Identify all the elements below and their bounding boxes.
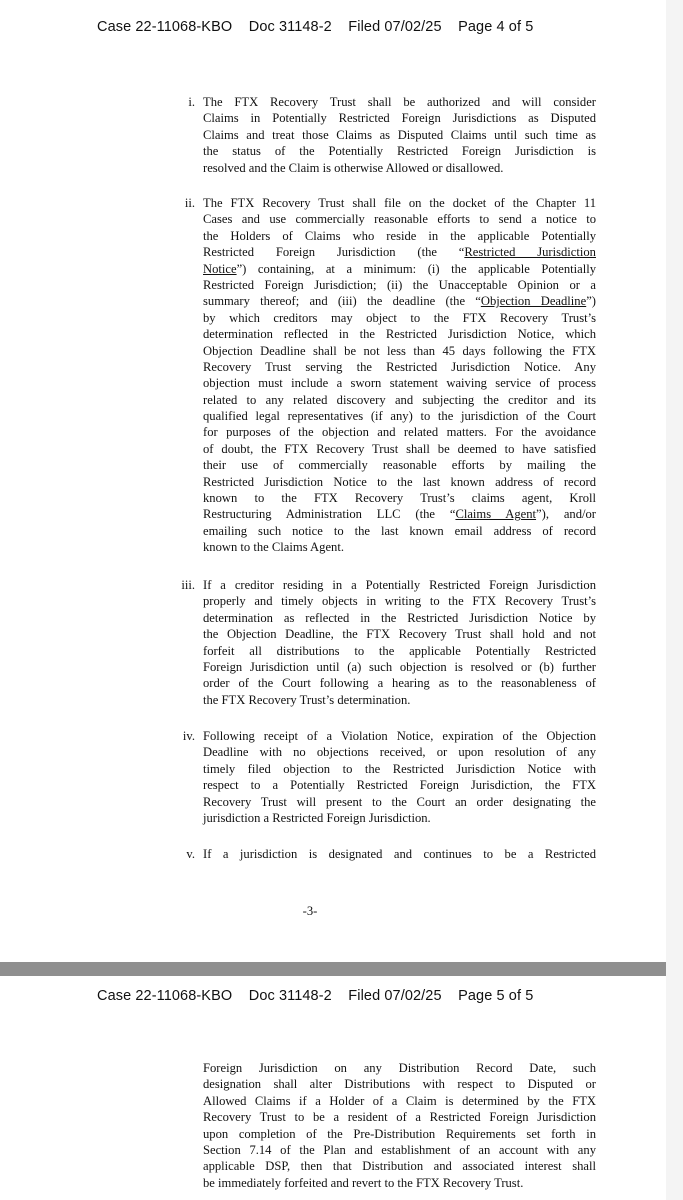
page-divider: [0, 962, 666, 976]
text-line: Foreign Jurisdiction until (a) such objection is resolved or (b) further: [203, 659, 596, 674]
text-line: forfeit all distributions to the applicable Potentially Restricted: [203, 643, 596, 658]
text-line: The FTX Recovery Trust shall file on the docket of the Chapter 11: [203, 196, 596, 210]
list-marker: v.: [186, 847, 195, 861]
text-line: upon completion of the Pre-Distribution Requirements set forth in: [203, 1126, 596, 1141]
text-run: Restructuring Administration LLC (the “: [203, 507, 456, 522]
text-line: objection must include a sworn statement waiving service of process: [203, 376, 596, 391]
text-line: respect to a Potentially Restricted Foreign Jurisdiction, the FTX: [203, 778, 596, 793]
text-line: the Holders of Claims who reside in the applicable Potentially: [203, 228, 596, 243]
text-run: summary thereof; and (iii) the deadline (the “: [203, 294, 481, 309]
text-line: Claims and treat those Claims as Disputed Claims until such time as: [203, 127, 596, 142]
text-line: their use of commercially reasonable efforts by mailing the: [203, 458, 596, 473]
text-line: Objection Deadline shall be not less than 45 days following the FTX: [203, 343, 596, 358]
list-marker: iv.: [182, 729, 195, 743]
text-line: the status of the Potentially Restricted Foreign Jurisdiction is: [203, 144, 596, 159]
text-line: resolved and the Claim is otherwise Allowed or disallowed.: [203, 160, 504, 175]
text-line: Recovery Trust to be a resident of a Restricted Foreign Jurisdiction: [203, 1110, 596, 1125]
list-marker: iii.: [181, 578, 195, 592]
text-line: for purposes of the objection and related matters. For the avoidance: [203, 425, 596, 440]
text-line: [203, 506, 596, 522]
text-line: Recovery Trust serving the Restricted Jurisdiction Notice. Any: [203, 359, 596, 374]
list-item-iii: [181, 577, 596, 708]
text-line: Recovery Trust will present to the Court an order designating the: [203, 794, 596, 809]
text-line: Cases and use commercially reasonable efforts to send a notice to: [203, 212, 596, 227]
text-line: known to the Claims Agent.: [203, 540, 344, 555]
text-run: ”): [586, 294, 596, 309]
list-item-ii: [184, 195, 596, 556]
text-line: Restricted Jurisdiction Notice to the last known address of record: [203, 474, 596, 489]
list-marker: i.: [188, 95, 195, 109]
list-marker: ii.: [184, 196, 195, 210]
document-page-5: [0, 976, 666, 1200]
text-line: [203, 261, 596, 277]
vertical-scrollbar[interactable]: [665, 0, 683, 1200]
text-line: [203, 293, 596, 309]
text-line: Foreign Jurisdiction on any Distribution Record Date, such: [203, 1061, 596, 1075]
defined-term-claims-agent: Claims Agent: [455, 507, 537, 522]
text-run: Restricted Foreign Jurisdiction (the “: [203, 245, 465, 260]
text-line: of doubt, the FTX Recovery Trust shall be deemed to have satisfied: [203, 441, 596, 456]
text-run: ”), and/or: [536, 507, 596, 522]
list-item-iv: [182, 728, 596, 826]
text-line: Deadline with no objections received, or upon resolution of any: [203, 745, 596, 760]
text-line: Allowed Claims if a Holder of a Claim is determined by the FTX: [203, 1093, 596, 1108]
list-item-i: [188, 94, 596, 176]
text-run: ”) containing, at a minimum: (i) the applicable Potentially: [236, 261, 596, 276]
text-line: The FTX Recovery Trust shall be authorized and will consider: [203, 95, 596, 109]
defined-term-objection-deadline: Objection Deadline: [480, 294, 587, 309]
text-line: determination as reflected in the Restricted Jurisdiction Notice by: [203, 610, 596, 625]
text-line: [203, 244, 596, 260]
text-line: related to any related discovery and subjecting the creditor and its: [203, 392, 596, 407]
text-line: jurisdiction a Restricted Foreign Jurisdiction.: [203, 810, 431, 825]
text-line: be immediately forfeited and revert to the FTX Recovery Trust.: [203, 1175, 524, 1190]
text-line: the FTX Recovery Trust’s determination.: [203, 692, 411, 707]
text-line: Following receipt of a Violation Notice, expiration of the Objection: [203, 729, 596, 743]
text-line: properly and timely objects in writing to the FTX Recovery Trust’s: [203, 594, 596, 609]
text-line: by which creditors may object to the FTX Recovery Trust’s: [203, 310, 596, 325]
text-line: timely filed objection to the Restricted Jurisdiction Notice with: [203, 761, 596, 776]
text-line: known to the FTX Recovery Trust’s claims agent, Kroll: [203, 491, 596, 506]
page-number: -3-: [302, 904, 318, 918]
text-line: the Objection Deadline, the FTX Recovery Trust shall hold and not: [203, 627, 596, 642]
text-line: applicable DSP, then that Distribution and associated interest shall: [203, 1159, 596, 1174]
page-header: Case 22-11068-KBO Doc 31148-2 Filed 07/02/25 Page 5 of 5: [97, 988, 534, 1004]
text-line: If a creditor residing in a Potentially Restricted Foreign Jurisdiction: [203, 578, 596, 592]
text-line: determination reflected in the Restricted Jurisdiction Notice, which: [203, 327, 596, 342]
text-line: qualified legal representatives (if any) to the jurisdiction of the Court: [203, 409, 596, 424]
defined-term-notice: Notice: [203, 261, 237, 276]
text-line: order of the Court following a hearing as to the reasonableness of: [203, 676, 596, 691]
text-line: emailing such notice to the last known email address of record: [203, 523, 596, 538]
defined-term-restricted-jurisdiction: Restricted Jurisdiction: [464, 245, 596, 260]
text-line: Claims in Potentially Restricted Foreign Jurisdictions as Disputed: [203, 111, 596, 126]
text-line: designation shall alter Distributions with respect to Disputed or: [203, 1077, 596, 1092]
list-item-v-continued: [203, 1060, 596, 1191]
text-line: Restricted Foreign Jurisdiction; (ii) the Unacceptable Opinion or a: [203, 277, 596, 292]
text-line: Section 7.14 of the Plan and establishment of an account with any: [203, 1142, 596, 1157]
list-item-v: [186, 846, 596, 862]
text-line: If a jurisdiction is designated and continues to be a Restricted: [203, 847, 596, 861]
page-header: Case 22-11068-KBO Doc 31148-2 Filed 07/02/25 Page 4 of 5: [97, 19, 534, 35]
